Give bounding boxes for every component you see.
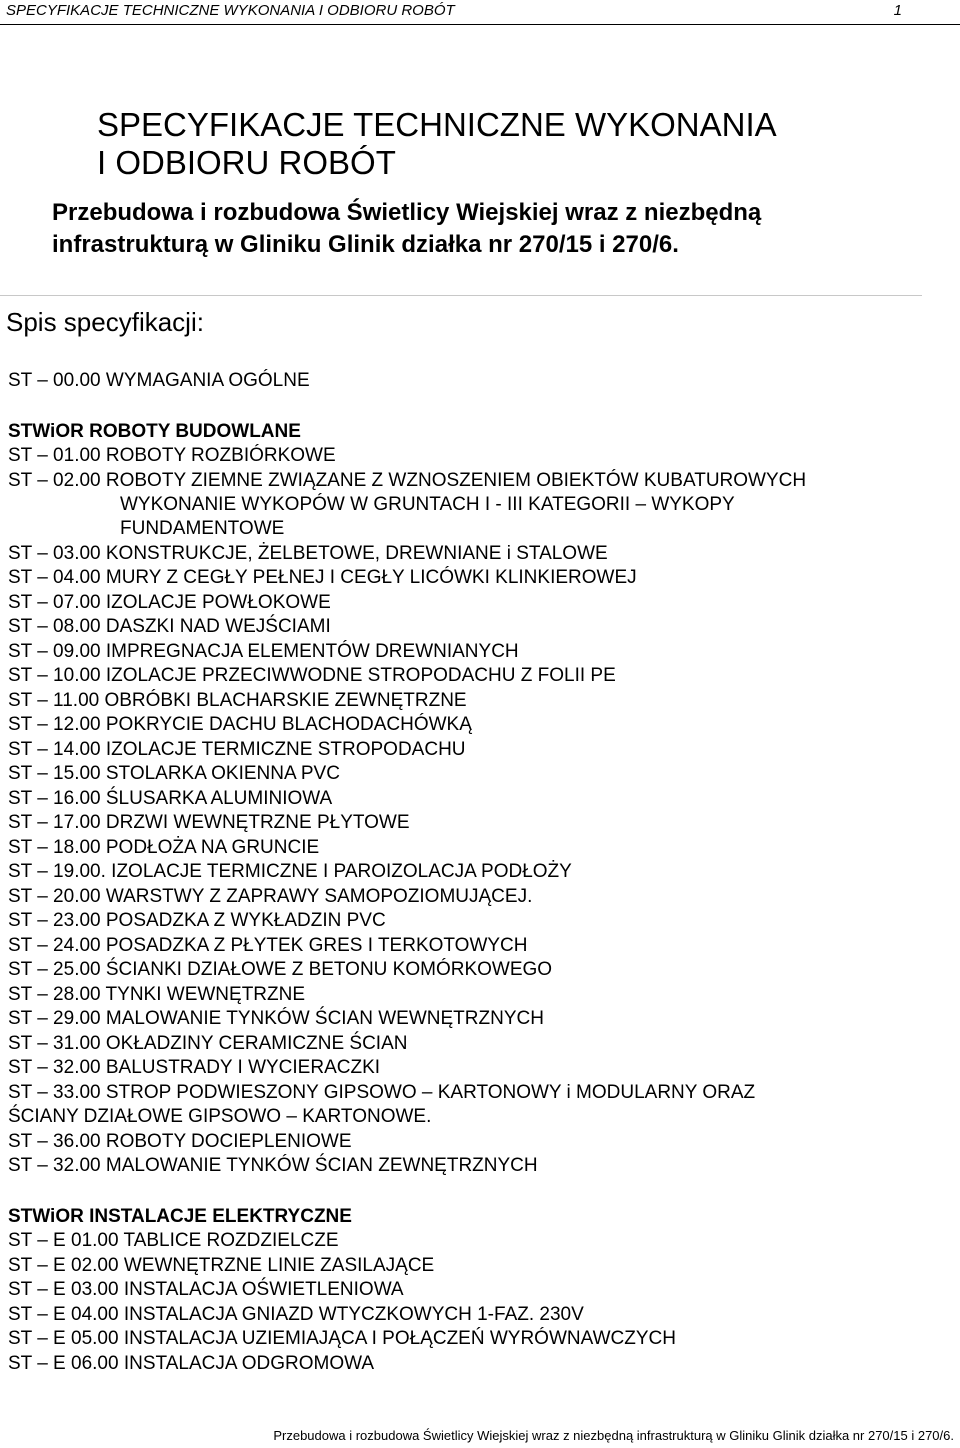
toc-item: ST – 24.00 POSADZKA Z PŁYTEK GRES I TERKOTOWYCH (8, 935, 528, 956)
toc-item: ST – 01.00 ROBOTY ROZBIÓRKOWE (8, 445, 336, 466)
toc-item-continuation: WYKONANIE WYKOPÓW W GRUNTACH I - III KATEGORII – WYKOPY (120, 494, 735, 515)
toc-item: ST – 18.00 PODŁOŻA NA GRUNCIE (8, 837, 320, 858)
toc-item: ST – 11.00 OBRÓBKI BLACHARSKIE ZEWNĘTRZNE (8, 690, 467, 711)
page-number: 1 (893, 2, 902, 19)
toc-item: ST – 16.00 ŚLUSARKA ALUMINIOWA (8, 788, 333, 809)
project-subtitle-line-1: Przebudowa i rozbudowa Świetlicy Wiejskiej wraz z niezbędną (52, 199, 762, 226)
project-subtitle-line-2: infrastrukturą w Gliniku Glinik działka nr 270/15 i 270/6. (52, 231, 679, 258)
toc-item: ST – 07.00 IZOLACJE POWŁOKOWE (8, 592, 331, 613)
toc-item: ST – 17.00 DRZWI WEWNĘTRZNE PŁYTOWE (8, 812, 410, 833)
toc-item: ST – 08.00 DASZKI NAD WEJŚCIAMI (8, 616, 331, 637)
toc-item-continuation: ŚCIANY DZIAŁOWE GIPSOWO – KARTONOWE. (8, 1106, 432, 1127)
toc-item: ST – E 01.00 TABLICE ROZDZIELCZE (8, 1230, 339, 1251)
toc-item: ST – E 04.00 INSTALACJA GNIAZD WTYCZKOWYCH 1-FAZ. 230V (8, 1304, 584, 1325)
toc-item: ST – 10.00 IZOLACJE PRZECIWWODNE STROPODACHU Z FOLII PE (8, 665, 616, 686)
toc-item: ST – 09.00 IMPREGNACJA ELEMENTÓW DREWNIANYCH (8, 641, 519, 662)
toc-item: ST – 33.00 STROP PODWIESZONY GIPSOWO – KARTONOWY i MODULARNY ORAZ (8, 1082, 756, 1103)
toc-item: ST – 31.00 OKŁADZINY CERAMICZNE ŚCIAN (8, 1033, 408, 1054)
toc-item: ST – 03.00 KONSTRUKCJE, ŻELBETOWE, DREWNIANE i STALOWE (8, 543, 608, 564)
toc-item-continuation: FUNDAMENTOWE (120, 518, 285, 539)
toc-item: ST – 14.00 IZOLACJE TERMICZNE STROPODACHU (8, 739, 466, 760)
toc-item: ST – E 02.00 WEWNĘTRZNE LINIE ZASILAJĄCE (8, 1255, 435, 1276)
section-heading-building: STWiOR ROBOTY BUDOWLANE (8, 421, 301, 442)
toc-item: ST – 23.00 POSADZKA Z WYKŁADZIN PVC (8, 910, 386, 931)
toc-item: ST – 28.00 TYNKI WEWNĘTRZNE (8, 984, 306, 1005)
document-title-line-2: I ODBIORU ROBÓT (97, 144, 396, 181)
toc-item: ST – 15.00 STOLARKA OKIENNA PVC (8, 763, 340, 784)
toc-item: ST – 32.00 MALOWANIE TYNKÓW ŚCIAN ZEWNĘTRZNYCH (8, 1155, 538, 1176)
toc-item: ST – 32.00 BALUSTRADY I WYCIERACZKI (8, 1057, 381, 1078)
running-header-title: SPECYFIKACJE TECHNICZNE WYKONANIA I ODBIORU ROBÓT (6, 2, 455, 19)
document-title-line-1: SPECYFIKACJE TECHNICZNE WYKONANIA (97, 106, 777, 143)
toc-item: ST – 02.00 ROBOTY ZIEMNE ZWIĄZANE Z WZNOSZENIEM OBIEKTÓW KUBATUROWYCH (8, 470, 807, 491)
toc-item: ST – E 06.00 INSTALACJA ODGROMOWA (8, 1353, 375, 1374)
header-rule (0, 24, 960, 25)
toc-item: ST – E 03.00 INSTALACJA OŚWIETLENIOWA (8, 1279, 404, 1300)
section-divider (0, 295, 922, 296)
page-footer: Przebudowa i rozbudowa Świetlicy Wiejskiej wraz z niezbędną infrastrukturą w Gliniku Glinik działka nr 270/15 i 270/6. (273, 1428, 954, 1443)
toc-heading: Spis specyfikacji: (6, 307, 204, 337)
toc-item: ST – 20.00 WARSTWY Z ZAPRAWY SAMOPOZIOMUJĄCEJ. (8, 886, 533, 907)
toc-item: ST – 04.00 MURY Z CEGŁY PEŁNEJ I CEGŁY LICÓWKI KLINKIEROWEJ (8, 567, 637, 588)
toc-item-general: ST – 00.00 WYMAGANIA OGÓLNE (8, 370, 310, 391)
toc-item: ST – 19.00. IZOLACJE TERMICZNE I PAROIZOLACJA PODŁOŻY (8, 861, 572, 882)
toc-item: ST – 36.00 ROBOTY DOCIEPLENIOWE (8, 1131, 352, 1152)
toc-item: ST – 25.00 ŚCIANKI DZIAŁOWE Z BETONU KOMÓRKOWEGO (8, 959, 553, 980)
toc-item: ST – 29.00 MALOWANIE TYNKÓW ŚCIAN WEWNĘTRZNYCH (8, 1008, 544, 1029)
section-heading-electrical: STWiOR INSTALACJE ELEKTRYCZNE (8, 1206, 352, 1227)
toc-item: ST – E 05.00 INSTALACJA UZIEMIAJĄCA I POŁĄCZEŃ WYRÓWNAWCZYCH (8, 1328, 676, 1349)
toc-item: ST – 12.00 POKRYCIE DACHU BLACHODACHÓWKĄ (8, 714, 472, 735)
